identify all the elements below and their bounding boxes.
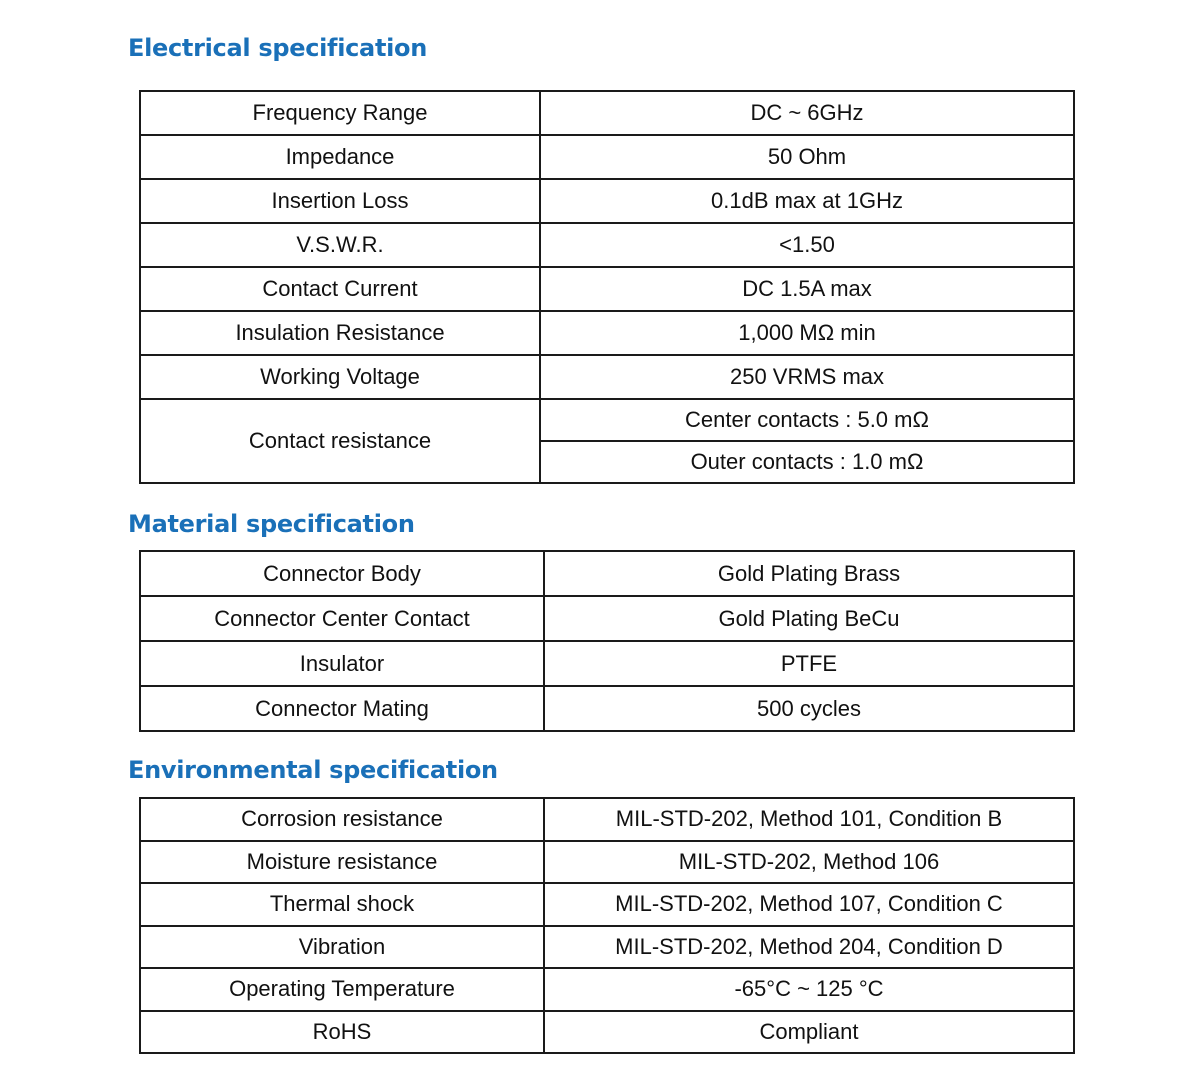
value-cell: 50 Ohm (540, 135, 1074, 179)
environmental-spec-title: Environmental specification (128, 756, 498, 784)
param-cell: Working Voltage (140, 355, 540, 399)
table-row (140, 267, 1074, 311)
table-row (140, 223, 1074, 267)
param-cell: Corrosion resistance (140, 798, 544, 841)
electrical-spec-title: Electrical specification (128, 34, 428, 62)
param-cell: Insulation Resistance (140, 311, 540, 355)
param-cell: Vibration (140, 926, 544, 969)
center-contacts-value-cell: Center contacts : 5.0 mΩ (540, 399, 1074, 441)
table-row (140, 641, 1074, 686)
value-cell: DC ~ 6GHz (540, 91, 1074, 135)
table-row (140, 686, 1074, 731)
param-cell: Moisture resistance (140, 841, 544, 884)
table-row (140, 883, 1074, 926)
material-spec-title: Material specification (128, 510, 415, 538)
value-cell: -65°C ~ 125 °C (544, 968, 1074, 1011)
param-cell: RoHS (140, 1011, 544, 1054)
table-row (140, 311, 1074, 355)
table-row (140, 135, 1074, 179)
param-cell: Insulator (140, 641, 544, 686)
param-cell: Contact Current (140, 267, 540, 311)
param-cell: Connector Body (140, 551, 544, 596)
param-cell: Insertion Loss (140, 179, 540, 223)
value-cell: Gold Plating Brass (544, 551, 1074, 596)
table-row (140, 841, 1074, 884)
table-row (140, 596, 1074, 641)
table-row (140, 551, 1074, 596)
table-row (140, 355, 1074, 399)
table-row (140, 91, 1074, 135)
param-cell: Thermal shock (140, 883, 544, 926)
value-cell: 250 VRMS max (540, 355, 1074, 399)
table-row (140, 179, 1074, 223)
table-row (140, 968, 1074, 1011)
table-row (140, 798, 1074, 841)
value-cell: MIL-STD-202, Method 106 (544, 841, 1074, 884)
value-cell: MIL-STD-202, Method 204, Condition D (544, 926, 1074, 969)
param-cell: Impedance (140, 135, 540, 179)
value-cell: <1.50 (540, 223, 1074, 267)
table-row (140, 926, 1074, 969)
contact-resistance-param-cell: Contact resistance (140, 399, 540, 483)
value-cell: 0.1dB max at 1GHz (540, 179, 1074, 223)
electrical-spec-table (139, 90, 1075, 484)
param-cell: Connector Center Contact (140, 596, 544, 641)
value-cell: MIL-STD-202, Method 107, Condition C (544, 883, 1074, 926)
environmental-spec-table (139, 797, 1075, 1054)
value-cell: PTFE (544, 641, 1074, 686)
param-cell: Frequency Range (140, 91, 540, 135)
value-cell: Gold Plating BeCu (544, 596, 1074, 641)
value-cell: Compliant (544, 1011, 1074, 1054)
table-row (140, 399, 1074, 441)
value-cell: 500 cycles (544, 686, 1074, 731)
material-spec-table (139, 550, 1075, 732)
value-cell: DC 1.5A max (540, 267, 1074, 311)
param-cell: Connector Mating (140, 686, 544, 731)
value-cell: 1,000 MΩ min (540, 311, 1074, 355)
param-cell: Operating Temperature (140, 968, 544, 1011)
outer-contacts-value-cell: Outer contacts : 1.0 mΩ (540, 441, 1074, 483)
value-cell: MIL-STD-202, Method 101, Condition B (544, 798, 1074, 841)
param-cell: V.S.W.R. (140, 223, 540, 267)
table-row (140, 1011, 1074, 1054)
